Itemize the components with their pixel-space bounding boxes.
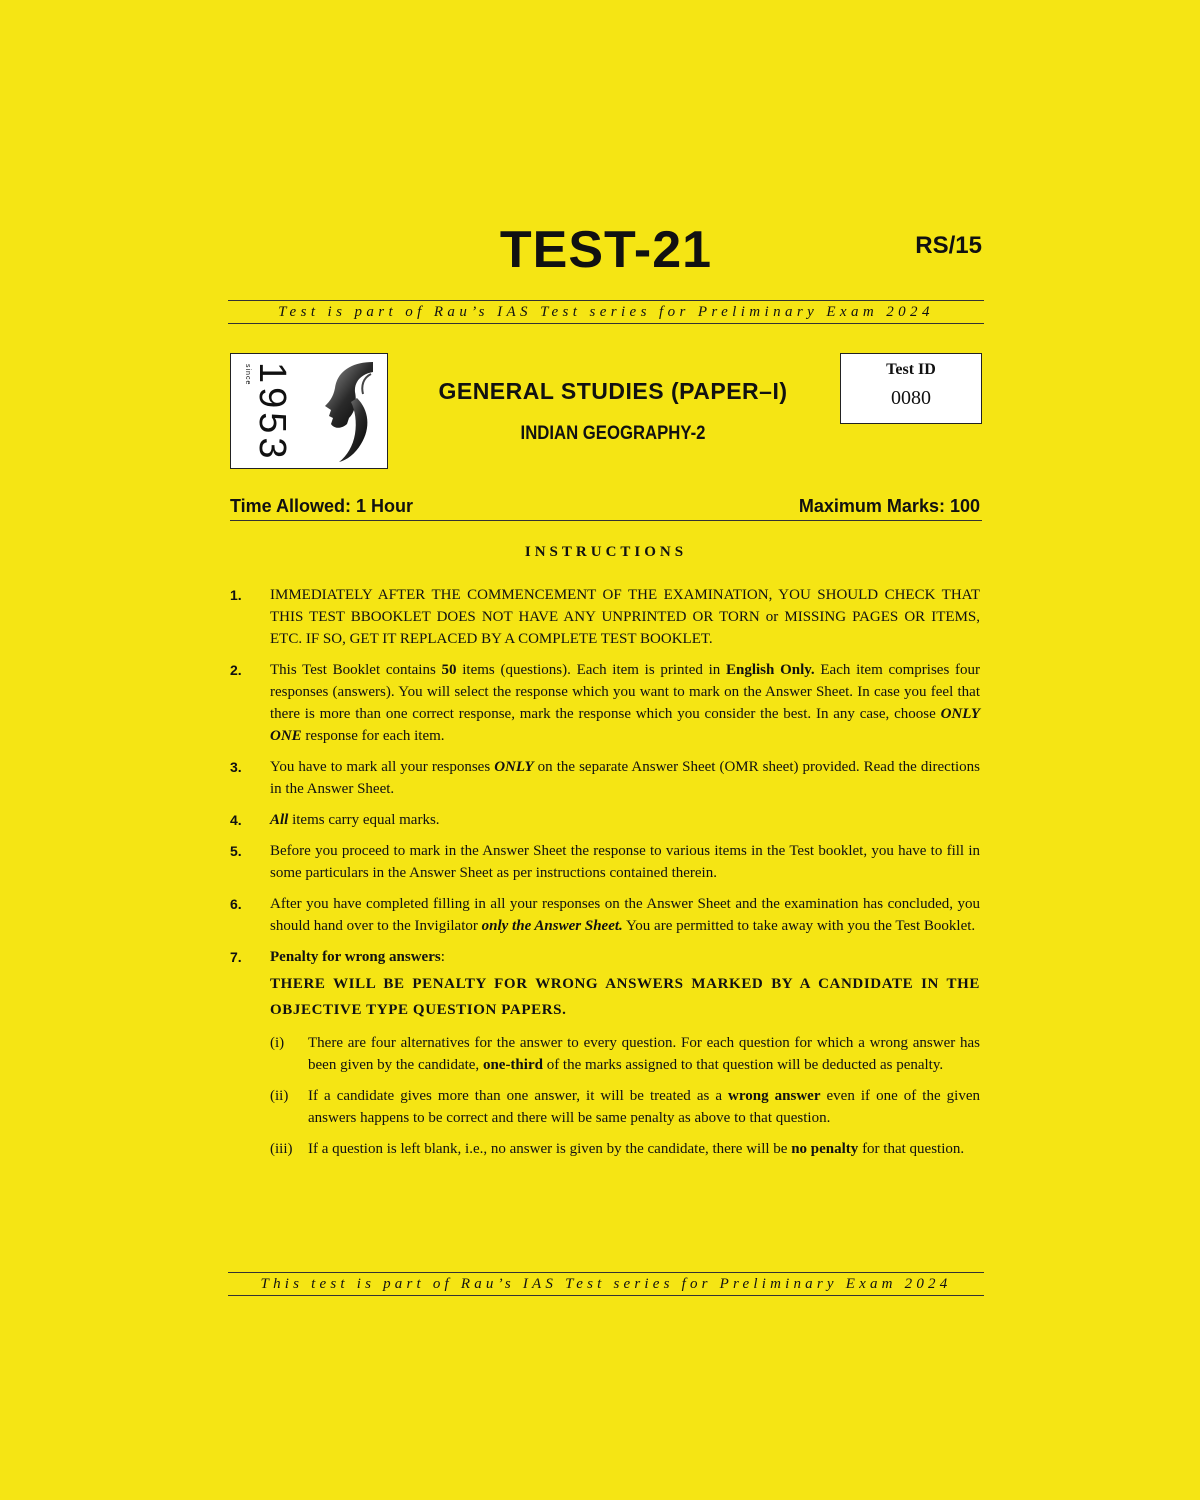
test-title: TEST-21 [499, 221, 713, 279]
maximum-marks: Maximum Marks: 100 [798, 496, 980, 516]
item-number: 6. [230, 896, 242, 912]
item-number: 3. [230, 759, 242, 775]
text-run: After you have completed filling in all your responses on the Answer Sheet and the examination has concluded, you should hand over to the Invigilator [270, 896, 980, 934]
text-run: You are permitted to take away with you the Test Booklet. [622, 918, 976, 934]
item-text: IMMEDIATELY AFTER THE COMMENCEMENT OF THE EXAMINATION, YOU SHOULD CHECK THAT THIS TEST BBOOKLET DOES NOT HAVE ANY UNPRINTED OR TORN or MISSING PAGES OR ITEMS, ETC. IF SO, GET IT REPLACED BY A COMPLETE TEST BOOKLET. [270, 587, 980, 647]
penalty-rule [270, 1138, 980, 1160]
test-id-box [840, 353, 982, 424]
rule-number: (i) [270, 1035, 285, 1051]
item-text [270, 893, 980, 937]
profile-emblem-icon [311, 358, 383, 464]
text-run: You have to mark all your responses [270, 759, 495, 775]
item-number: 7. [230, 949, 242, 965]
instructions-heading: INSTRUCTIONS [524, 544, 688, 560]
rule-number: (iii) [270, 1141, 293, 1157]
text-run: response for each item. [301, 728, 445, 744]
bold-italic-run: ONLY ONE [270, 706, 980, 744]
text-run: There are four alternatives for the answer to every question. For each question for which a wrong answer has been given by the candidate, [308, 1035, 980, 1073]
bold-run: wrong answer [728, 1088, 821, 1104]
bold-italic-run: ONLY [494, 759, 534, 775]
exam-meta-row [230, 494, 982, 521]
text-run: of the marks assigned to that question will be deducted as penalty. [542, 1057, 944, 1073]
text-run: : [440, 949, 445, 965]
bold-italic-run: only the Answer Sheet. [481, 918, 623, 934]
footer-note-band: This test is part of Rau’s IAS Test series for Preliminary Exam 2024 [228, 1272, 984, 1296]
text-run: items (questions). Each item is printed in [456, 662, 726, 678]
logo-year-text: 1953 [251, 362, 293, 463]
instruction-item [228, 809, 984, 831]
text-run: If a question is left blank, i.e., no answer is given by the candidate, there will be [308, 1141, 792, 1157]
text-run: items carry equal marks. [288, 812, 440, 828]
item-text [270, 659, 980, 747]
rule-number: (ii) [270, 1088, 289, 1104]
item-text [270, 809, 980, 831]
paper-title: GENERAL STUDIES (PAPER–I) [438, 378, 788, 404]
bold-run: no penalty [791, 1141, 859, 1157]
bold-run: English Only. [725, 662, 815, 678]
text-run: If a candidate gives more than one answer, it will be treated as a [308, 1088, 729, 1104]
item-number: 2. [230, 662, 242, 678]
test-id-value: 0080 [891, 387, 931, 409]
institute-logo [230, 353, 388, 469]
penalty-rule [270, 1032, 980, 1076]
bold-italic-run: All [270, 812, 289, 828]
paper-subject: INDIAN GEOGRAPHY-2 [520, 423, 706, 444]
instruction-item [228, 893, 984, 937]
series-note-band: Test is part of Rau’s IAS Test series for Preliminary Exam 2024 [228, 300, 984, 324]
logo-since-text: since [244, 364, 251, 386]
text-run: for that question. [858, 1141, 965, 1157]
instruction-item [228, 946, 984, 1160]
penalty-rule [270, 1085, 980, 1129]
test-id-label: Test ID [886, 361, 936, 378]
text-run: on the separate Answer Sheet (OMR sheet) provided. Read the directions in the Answer Sheet. [270, 759, 980, 797]
item-number: 4. [230, 812, 242, 828]
item-text [270, 946, 980, 968]
instruction-item [228, 584, 984, 650]
item-text [270, 756, 980, 800]
item-number: 1. [230, 587, 242, 603]
series-code: RS/15 [915, 232, 982, 259]
instruction-item [228, 756, 984, 800]
time-allowed: Time Allowed: 1 Hour [230, 496, 414, 516]
penalty-label: Penalty for wrong answers [270, 949, 441, 965]
text-run: Each item comprises four responses (answers). You will select the response which you want to mark on the Answer Sheet. In case you feel that there is more than one correct response, mark the response which you consider the best. In any case, choose [270, 662, 980, 722]
bold-run: one-third [482, 1057, 543, 1073]
text-run: even if one of the given answers happens to be correct and there will be same penalty as above to that question. [308, 1088, 981, 1126]
penalty-warning: THERE WILL BE PENALTY FOR WRONG ANSWERS MARKED BY A CANDIDATE IN THE OBJECTIVE TYPE QUESTION PAPERS. [270, 976, 980, 1018]
instruction-item [228, 840, 984, 884]
item-text: Before you proceed to mark in the Answer Sheet the response to various items in the Test booklet, you have to fill in some particulars in the Answer Sheet as per instructions contained therein. [270, 843, 980, 881]
penalty-rules [270, 1032, 984, 1160]
instructions-list [228, 584, 984, 1169]
instruction-item [228, 659, 984, 747]
text-run: This Test Booklet contains [270, 662, 442, 678]
item-number: 5. [230, 843, 242, 859]
bold-run: 50 [441, 662, 457, 678]
